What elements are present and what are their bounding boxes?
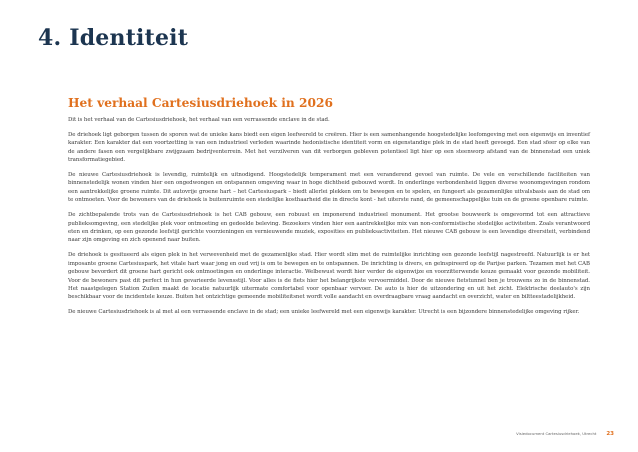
page-number: 23 (606, 431, 614, 437)
paragraph-intro: Dit is het verhaal van de Cartesiusdriehoek, het verhaal van een verrassende enclave in de stad. (68, 117, 330, 123)
paragraph-conclusion: De nieuwe Cartesiusdriehoek is al met al een verrassende enclave in de stad; een unieke leefwereld met een eigenwijs karakter. Utrecht is een bijzondere binnenstedelijke omgeving rijker. (68, 309, 580, 316)
paragraph-living: De nieuwe Cartesiusdriehoek is levendig, ruimtelijk en uitnodigend. Hoogstedelijk temperament met een veranderend gevoel van ruimte. De vele en verschillende faciliteiten van binnenstedelijk wonen vinden hier een ongedwongen en ontspannen omgeving waar in hoge dichtheid gebouwd wordt. In onderlinge verbondenheid liggen diverse woonomgevingen rondom een aantrekkelijke groene ruimte. Dit autovrije groene hart – het Cartesiuspark – biedt allerlei plekken om te bewegen en te spelen, en fungeert als gezamenlijke uitvalsbasis aan de stad om te ontmoeten. Voor de bewoners van de driehoek is buitenruimte een stedelijke kosthaarheid die in directe kont - het uiterste rand, de gemeenschappelijke tuin en de groene openbare ruimte. (68, 172, 590, 204)
chapter-title: 4. Identiteit (38, 25, 189, 51)
paragraph-location: De driehoek ligt geborgen tussen de sporen wat de unieke kans biedt een eigen leefwereld te creëren. Hier is een samenhangende hoogstedelijke leefomgeving met een eigenwijs en inventief karakter. Een karakter dat een voortzetting is van een industrieel verleden waarinde hedonistische identiteit vorm en eigenstandige plek in de stad heeft gevoegd. Een stad sfeer op elke van de andere fasen een vergelijkbare zwijgzaam bedrijventerrein. Met het verzilveren van dit verborgen gebleven potentieel ligt hier op een steenworp afstand van de binnenstad een uniek transformatiegebied. (68, 131, 590, 164)
section-heading: Het verhaal Cartesiusdriehoek in 2026 (68, 96, 333, 110)
page-footer (516, 431, 614, 437)
section-content (68, 95, 590, 323)
footer-document-name: Visiedocument Cartesiusdriehoek, Utrecht (516, 431, 597, 436)
paragraph-lifestyle: De driehoek is gesitueerd als eigen plek in het verwevenheid met de gezamenlijke stad. Hier wordt slim met de ruimtelijke inrichting een gezonde leefstijl nagestreefd. Natuurlijk is er het imposante groene Cartesiuspark, het vitale hart waar jong en oud vrij is om te bewegen en te ontspannen. De inrichting is divers, en geïnspireerd op de Parijse parken. Tezamen met het CAB gebouw bevordert dit groene hart gericht ook ontmoetingen en onderlinge interactie. Welbewust wordt hier verder de eigenwijze en voorzitterwende keuze gemaakt voor gezonde mobiliteit. Voor de bewoners past dit perfect in hun gevarieerde levensstijl. Voor alles is de fiets hier het belangrijkste vervoermiddel. Door de nieuwe fietstunnel ben je trouwens zo in de binnenstad. Het naastgelegen Station Zuilen maakt de locatie natuurlijk uitermate comfortabel voor openbaar vervoer. De auto is hier de uitzondering en uit het zicht. Elektrische deelauto's zijn beschikbaar voor de incidentele keuze. Buiten het ontzichtige gemeende mobiliteitsnet wordt volle aandacht en overdraagbare vraag aandacht en overzicht, water en biltteestadelijkheid. (68, 252, 590, 301)
paragraph-cab-building: De zichtbepalende trots van de Cartesiusdriehoek is het CAB gebouw, een robuust en imponerend industrieel monument. Het grootse bouwwerk is omgevormd tot een attractieve publieksomgeving, een stedelijke plek voor ontmoeting en gedeelde beleving. Bezoekers vinden hier een aantrekkelijke mix van non-conformistische stedelijke activiteiten. Zoals verantwoord eten en drinken, op een gezonde leefstijl gerichte voorzieningen en vernieuwende muziek, exposities en publieksactiviteiten. Het nieuwe CAB gebouw is een levendige diversiteit, verbindend naar zijn omgeving en zich openend naar buiten. (68, 212, 590, 244)
